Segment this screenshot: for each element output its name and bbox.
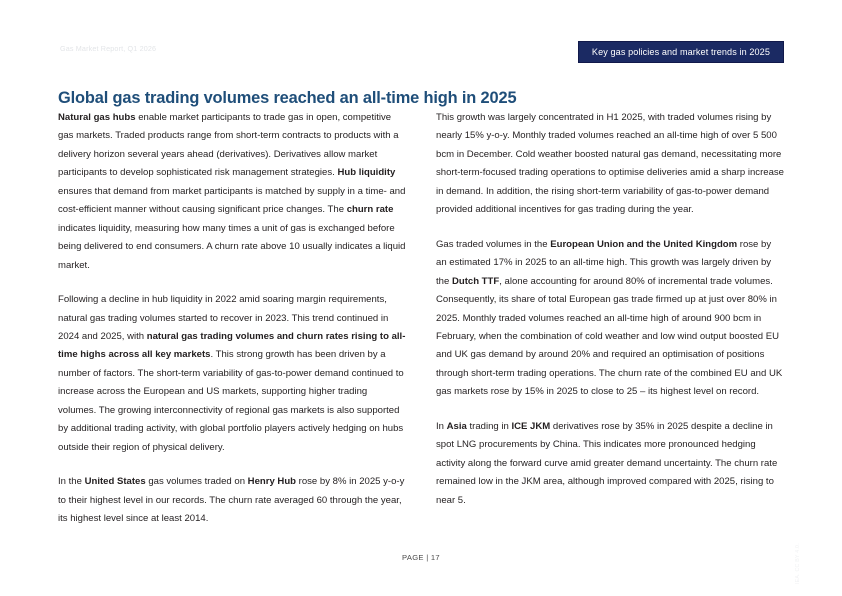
left-column: [58, 109, 406, 529]
right-column: [436, 109, 784, 529]
body-columns: [58, 109, 784, 529]
running-header-text: Gas Market Report, Q1 2026: [60, 44, 157, 53]
term-churn-rate: churn rate: [346, 204, 394, 216]
paragraph-text: , alone accounting for around 80% of incremental trade volumes. Consequently, its share of total European gas trade firmed up at just over 80% in 2025. Monthly traded volumes reached an all-time high of around 900 bcm in February, when the combination of cold weather and low wind output boosted EU and UK gas demand by around 20% and required an optimisation of positions through short-term trading operations. The churn rate of the combined EU and UK gas markets rose by 15% in 2025 to close to 25 – its highest level on record.: [436, 275, 783, 398]
paragraph-united-states: [58, 473, 406, 528]
term-henry-hub: Henry Hub: [247, 476, 296, 488]
paragraph-eu-uk: [436, 236, 784, 402]
paragraph-asia: [436, 418, 784, 510]
paragraph-text: In: [436, 420, 447, 432]
page-number-label: PAGE | 17: [402, 553, 440, 562]
paragraph-text: trading in: [466, 420, 512, 432]
section-tag-badge: Key gas policies and market trends in 2025: [578, 41, 784, 63]
paragraph-hubs-definition: [58, 109, 406, 275]
term-hub-liquidity: Hub liquidity: [337, 167, 396, 179]
paragraph-text: This growth was largely concentrated in H1 2025, with traded volumes rising by nearly 15% y-o-y. Monthly traded volumes reached an all-time high of over 5 500 bcm in December. Cold weather boosted natural gas demand, necessitating more short-term-focused trading operations to optimise deliveries amid a sharp increase in demand. In addition, the rising short-term variability of gas-to-power demand provided additional incentives for gas trading during the year.: [436, 112, 784, 216]
term-eu-uk: European Union and the United Kingdom: [550, 238, 738, 250]
paragraph-text: . This strong growth has been driven by a number of factors. The short-term variability of gas-to-power demand continued to increase across the European and US markets, supporting higher trading volumes. The growing interconnectivity of regional gas markets is also supported by additional trading activity, with global portfolio players actively hedging on hubs outside their region of physical delivery.: [58, 349, 404, 453]
side-watermark-text: IEA. CC BY 4.0.: [795, 543, 801, 584]
term-ice-jkm: ICE JKM: [511, 420, 551, 432]
paragraph-liquidity-recovery: [58, 291, 406, 457]
page-footer: [0, 553, 842, 562]
paragraph-text: enable market participants to trade gas in open, competitive gas markets. Traded products range from short-term contracts to products with a delivery horizon several years ahead (derivatives). Derivatives allow market participants to develop sophisticated risk management strategies.: [58, 112, 399, 179]
paragraph-text: rose by 8% in 2025 y-o-y to their highest level in our records. The churn rate averaged 60 through the year, its highest level since at least 2014.: [58, 476, 405, 525]
page-title: Global gas trading volumes reached an all-time high in 2025: [58, 88, 517, 107]
paragraph-text: Following a decline in hub liquidity in 2022 amid soaring margin requirements, natural gas trading volumes started to recover in 2023. This trend continued in 2024 and 2025, with: [58, 294, 389, 342]
paragraph-text: In the: [58, 476, 85, 488]
paragraph-text: ensures that demand from market participants is matched by supply in a time- and cost-efficient manner without causing significant price changes. The: [58, 185, 406, 216]
term-asia: Asia: [446, 420, 467, 432]
term-dutch-ttf: Dutch TTF: [451, 275, 500, 287]
paragraph-text: derivatives rose by 35% in 2025 despite a decline in spot LNG procurements by China. This indicates more pronounced hedging activity along the forward curve amid greater demand uncertainty. The churn rate remained low in the JKM area, although improved compared with 2025, rising to near 5.: [436, 420, 778, 506]
term-united-states: United States: [84, 476, 146, 488]
paragraph-text: rose by an estimated 17% in 2025 to an all-time high. This growth was largely driven by the: [436, 238, 772, 287]
highlight-volumes-churn-highs: natural gas trading volumes and churn rates rising to all-time highs across all key markets: [58, 330, 406, 361]
paragraph-h1-growth: [436, 109, 784, 220]
paragraph-text: gas volumes traded on: [145, 476, 248, 488]
paragraph-text: indicates liquidity, measuring how many times a unit of gas is exchanged before being delivered to end consumers. A churn rate above 10 usually indicates a liquid market.: [58, 222, 406, 271]
paragraph-text: Gas traded volumes in the: [436, 238, 551, 250]
term-natural-gas-hubs: Natural gas hubs: [58, 112, 136, 123]
